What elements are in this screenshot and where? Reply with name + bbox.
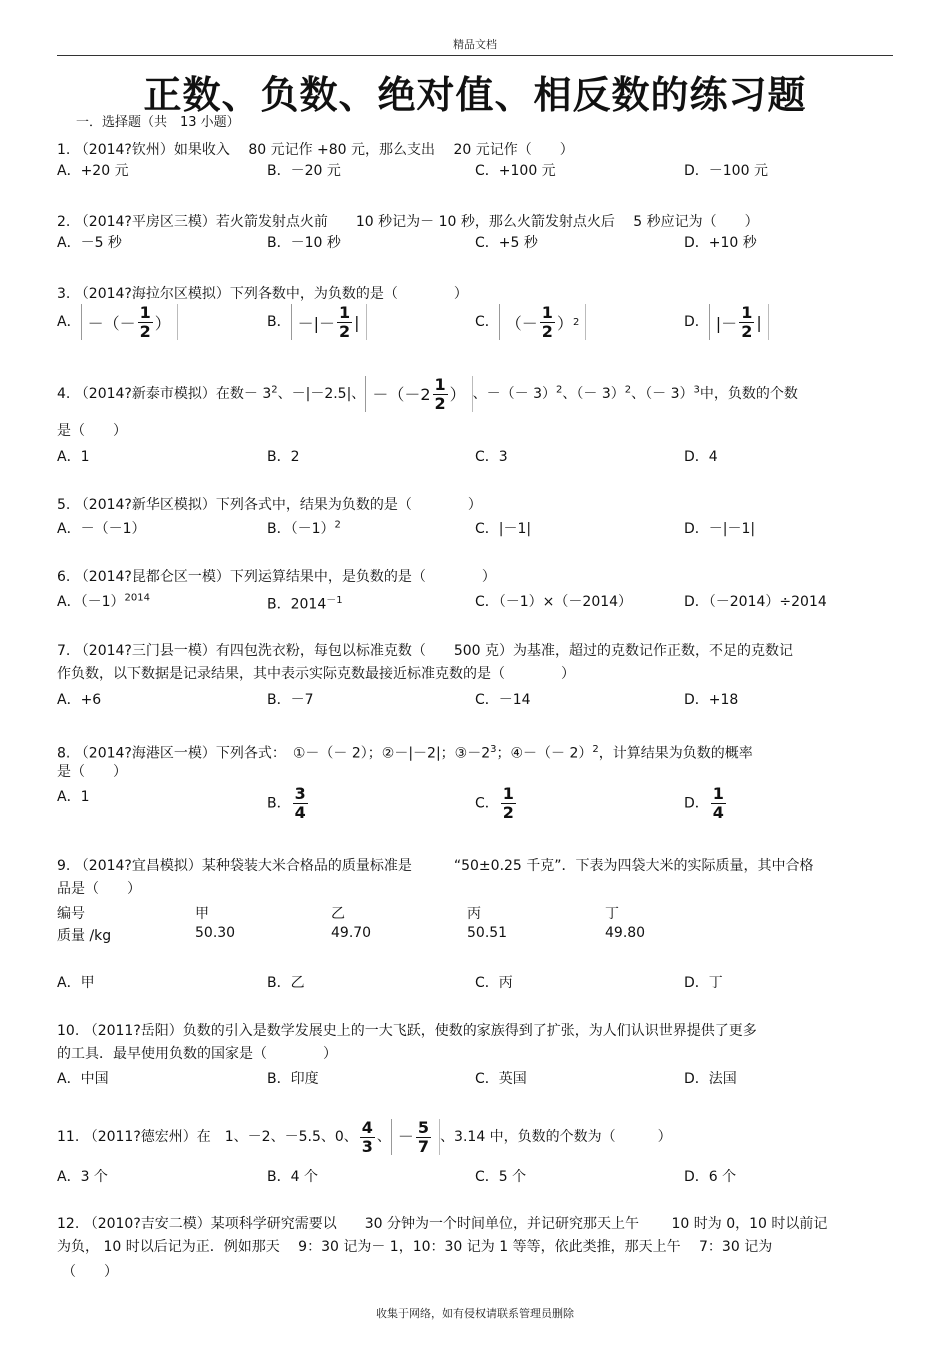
math-expr-d: |－ $\frac{1}{2}$ | <box>709 304 769 340</box>
question-7: 7. （2014?三门县一模）有四包洗衣粉，每包以标准克数（ 500 克）为基准，超过的克数记作正数，不足的克数记 <box>57 643 794 659</box>
fraction: $\frac{1}{2}$ <box>502 784 514 822</box>
question-10: 10. （2011?岳阳）负数的引入是数学发展史上的一大飞跃，使数的家族得到了扩张，为人们认识世界提供了更多 <box>57 1023 757 1039</box>
option-d[interactable]: D．6 个 <box>684 1169 737 1185</box>
option-c[interactable]: C．（－1）×（－2014） <box>475 594 633 610</box>
math-expr-b: －|－ $\frac{1}{2}$ | <box>291 304 367 340</box>
question-6: 6. （2014?昆都仑区一模）下列运算结果中，是负数的是（ ） <box>57 569 496 585</box>
option-c[interactable]: C．+100 元 <box>475 163 556 179</box>
options-11 <box>57 1166 887 1192</box>
section-heading: 一．选择题（共 13 小题） <box>76 115 240 130</box>
option-c[interactable]: C． （－ $\frac{1}{2}$ ） 2 <box>475 304 586 340</box>
math-expr-a: －（－ $\frac{1}{2}$ ） <box>81 304 178 340</box>
question-2: 2. （2014?平房区三模）若火箭发射点火前 10 秒记为－ 10 秒，那么火箭发射点火后 5 秒应记为（ ） <box>57 214 759 230</box>
option-a[interactable]: A．－5 秒 <box>57 235 122 251</box>
options-10 <box>57 1068 887 1094</box>
table-header: 丙 <box>467 906 481 922</box>
options-5 <box>57 518 887 544</box>
options-4 <box>57 446 887 472</box>
option-c[interactable]: C．英国 <box>475 1071 527 1087</box>
question-4: 4. （2014?新泰市模拟）在数－ $3^2$、－|－2.5|、 －（－2 $\frac{1}{2}$ ） 、－（－ 3）$^2$、（－ 3）$^2$、（－ 3）$^3$中，负数的个数 <box>57 374 798 413</box>
fraction: $\frac{1}{2}$ <box>139 302 151 341</box>
math-expr: － $\frac{5}{7}$ <box>391 1119 440 1155</box>
fraction: $\frac{5}{7}$ <box>417 1117 430 1156</box>
options-1 <box>57 160 887 186</box>
option-d[interactable]: D．4 <box>684 449 718 465</box>
option-c[interactable]: C．3 <box>475 449 508 465</box>
option-b[interactable]: B．－20 元 <box>267 163 341 179</box>
fraction: $\frac{1}{2}$ <box>339 302 351 341</box>
option-d[interactable]: D． $\frac{1}{4}$ <box>684 784 724 822</box>
option-a[interactable]: A．－（－1） <box>57 521 146 537</box>
table-cell: 50.51 <box>467 925 508 941</box>
question-11: 11. （2011?德宏州）在 1、－2、－5.5、0、 $\frac{4}{3}$ 、 － $\frac{5}{7}$ 、3.14 中，负数的个数为（ ） <box>57 1117 672 1156</box>
question-10-line2: 的工具．最早使用负数的国家是（ ） <box>57 1046 337 1062</box>
option-a[interactable]: A．+20 元 <box>57 163 129 179</box>
option-d[interactable]: D．丁 <box>684 975 723 991</box>
question-3: 3. （2014?海拉尔区模拟）下列各数中，为负数的是（ ） <box>57 286 468 302</box>
question-9-line2: 品是（ ） <box>57 881 141 897</box>
question-8-line2: 是（ ） <box>57 764 127 780</box>
option-b[interactable]: B． $\frac{3}{4}$ <box>267 784 306 822</box>
fraction: $\frac{3}{4}$ <box>294 784 306 822</box>
fraction: $\frac{1}{2}$ <box>741 302 753 341</box>
option-a[interactable]: A．1 <box>57 789 90 805</box>
option-b[interactable]: B．2 <box>267 449 300 465</box>
question-12-line2: 为负， 10 时以后记为正．例如那天 9：30 记为－ 1，10：30 记为 1 等等，依此类推，那天上午 7：30 记为 <box>57 1239 773 1255</box>
option-c[interactable]: C．|－1| <box>475 521 532 537</box>
options-7 <box>57 689 887 715</box>
fraction: $\frac{1}{2}$ <box>434 374 446 413</box>
page-title: 正数、负数、绝对值、相反数的练习题 <box>143 73 807 117</box>
option-d[interactable]: D．+18 <box>684 692 739 708</box>
question-7-line2: 作负数，以下数据是记录结果，其中表示实际克数最接近标准克数的是（ ） <box>57 666 575 682</box>
option-b[interactable]: B．印度 <box>267 1071 319 1087</box>
option-b[interactable]: B．－7 <box>267 692 314 708</box>
option-a[interactable]: A．中国 <box>57 1071 109 1087</box>
option-d[interactable]: D．－100 元 <box>684 163 768 179</box>
question-5: 5. （2014?新华区模拟）下列各式中，结果为负数的是（ ） <box>57 497 482 513</box>
option-a[interactable]: A．甲 <box>57 975 95 991</box>
question-4-line2: 是（ ） <box>57 423 127 439</box>
option-c[interactable]: C．+5 秒 <box>475 235 538 251</box>
table-header: 乙 <box>331 906 345 922</box>
option-a[interactable]: A．1 <box>57 449 90 465</box>
option-b[interactable]: B．$2014^{-1}$ <box>267 595 343 613</box>
table-cell: 49.70 <box>331 925 372 941</box>
options-6 <box>57 591 887 617</box>
option-b[interactable]: B．乙 <box>267 975 305 991</box>
option-c[interactable]: C． $\frac{1}{2}$ <box>475 784 514 822</box>
option-d[interactable]: D．（－2014）÷2014 <box>684 594 827 610</box>
option-d[interactable]: D． |－ $\frac{1}{2}$ | <box>684 304 769 340</box>
table-row-label: 质量 /kg <box>57 928 112 944</box>
option-c[interactable]: C．5 个 <box>475 1169 527 1185</box>
option-c[interactable]: C．－14 <box>475 692 531 708</box>
table-header: 编号 <box>57 906 85 922</box>
question-8: 8. （2014?海港区一模）下列各式： ①－（－ 2）；②－|－2|；$③-2^3$；④－（－ 2）$^2$，计算结果为负数的概率 <box>57 744 753 762</box>
options-2 <box>57 232 887 258</box>
option-a[interactable]: A．+6 <box>57 692 102 708</box>
question-9: 9. （2014?宜昌模拟）某种袋装大米合格品的质量标准是 “50±0.25 千克”．下表为四袋大米的实际质量，其中合格 <box>57 858 814 874</box>
option-b[interactable]: B．4 个 <box>267 1169 318 1185</box>
table-header: 甲 <box>195 906 209 922</box>
table-cell: 50.30 <box>195 925 236 941</box>
option-a[interactable]: A． －（－ $\frac{1}{2}$ ） <box>57 304 178 340</box>
option-d[interactable]: D．法国 <box>684 1071 737 1087</box>
option-d[interactable]: D．－|－1| <box>684 521 756 537</box>
option-b[interactable]: B．$(-1)^2$ <box>267 519 341 537</box>
page-header: 精品文档 <box>453 38 497 51</box>
math-expr: －（－2 $\frac{1}{2}$ ） <box>365 376 472 412</box>
fraction: $\frac{1}{4}$ <box>712 784 724 822</box>
question-12-line3: （ ） <box>62 1264 118 1280</box>
options-8 <box>57 786 887 828</box>
header-rule <box>57 55 893 56</box>
options-3 <box>57 304 887 346</box>
question-1: 1. （2014?钦州）如果收入 80 元记作 +80 元，那么支出 20 元记作（ ） <box>57 142 574 158</box>
options-9 <box>57 972 887 998</box>
option-d[interactable]: D．+10 秒 <box>684 235 757 251</box>
option-b[interactable]: B．－10 秒 <box>267 235 341 251</box>
option-c[interactable]: C．丙 <box>475 975 513 991</box>
table-cell: 49.80 <box>605 925 646 941</box>
table-header: 丁 <box>605 906 619 922</box>
option-a[interactable]: A．3 个 <box>57 1169 108 1185</box>
option-b[interactable]: B． －|－ $\frac{1}{2}$ | <box>267 304 367 340</box>
fraction: $\frac{4}{3}$ <box>361 1117 373 1156</box>
page-footer: 收集于网络，如有侵权请联系管理员删除 <box>376 1307 574 1320</box>
fraction: $\frac{1}{2}$ <box>541 302 553 341</box>
question-12: 12. （2010?吉安二模）某项科学研究需要以 30 分钟为一个时间单位，并记研究那天上午 10 时为 0，10 时以前记 <box>57 1216 828 1232</box>
rice-quality-table <box>57 903 887 953</box>
option-a[interactable]: A．$(-1)^{2014}$ <box>57 592 150 610</box>
math-expr-c: （－ $\frac{1}{2}$ ） 2 <box>499 304 587 340</box>
